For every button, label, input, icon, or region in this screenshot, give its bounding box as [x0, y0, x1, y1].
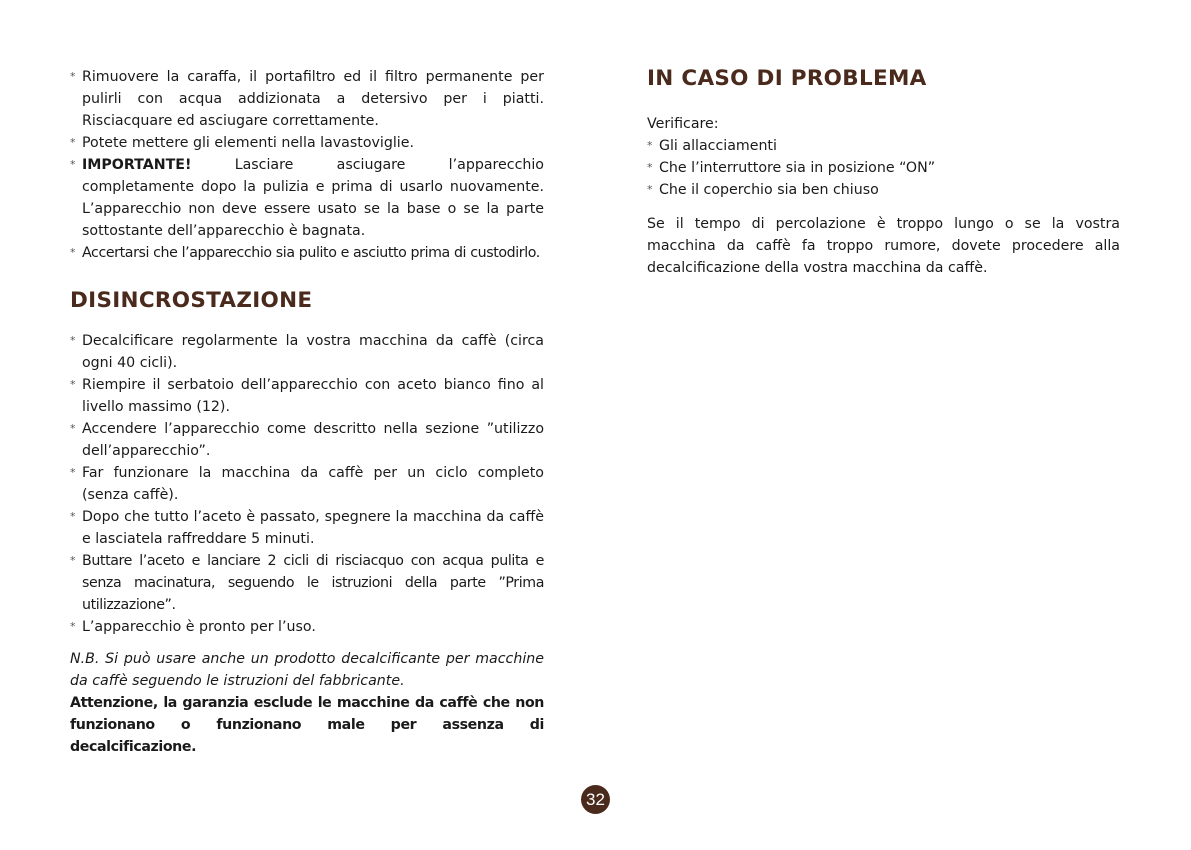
- list-item-text: Rimuovere la caraffa, il portafiltro ed il filtro permanente per pulirli con acqua addizionata a detersivo per i piatti. Risciacquare ed asciugare correttamente.: [82, 69, 544, 129]
- list-item-text: Accertarsi che l’apparecchio sia pulito e asciutto prima di custodirlo.: [82, 245, 540, 261]
- list-item: [70, 132, 544, 154]
- list-item-text: Accendere l’apparecchio come descritto nella sezione ”utilizzo dell’apparecchio”.: [82, 421, 544, 459]
- list-item: [70, 66, 544, 132]
- list-item: [647, 179, 1120, 201]
- cleaning-list: [70, 66, 544, 264]
- troubleshooting-paragraph: Se il tempo di percolazione è troppo lungo o se la vostra macchina da caffè fa troppo rumore, dovete procedere alla decalcificazione della vostra macchina da caffè.: [647, 216, 1120, 276]
- descaling-note: N.B. Si può usare anche un prodotto decalcificante per macchine da caffè seguendo le istruzioni del fabbricante.: [70, 651, 544, 689]
- list-item-text: Potete mettere gli elementi nella lavastoviglie.: [82, 135, 414, 151]
- list-item-text: Lasciare asciugare l’apparecchio completamente dopo la pulizia e prima di usarlo nuovamente. L’apparecchio non deve essere usato se la base o se la parte sottostante dell’apparecchio è bagnata.: [82, 157, 544, 239]
- check-label: Verificare:: [647, 116, 719, 132]
- list-item: [70, 242, 544, 264]
- list-item: [70, 418, 544, 462]
- list-item-text: Gli allacciamenti: [659, 138, 777, 154]
- asterisk-bullet-icon: *: [70, 554, 76, 567]
- asterisk-bullet-icon: *: [70, 246, 76, 259]
- right-column: [647, 66, 1120, 279]
- list-item-text: Far funzionare la macchina da caffè per un ciclo completo (senza caffè).: [82, 465, 544, 503]
- list-item-text: Buttare l’aceto e lanciare 2 cicli di risciacquo con acqua pulita e senza macinatura, seguendo le istruzioni della parte ”Prima utilizzazione”.: [82, 553, 544, 613]
- list-item: [70, 374, 544, 418]
- asterisk-bullet-icon: *: [647, 139, 653, 152]
- asterisk-bullet-icon: *: [647, 161, 653, 174]
- list-item: [70, 154, 544, 242]
- list-item: [647, 135, 1120, 157]
- asterisk-bullet-icon: *: [70, 158, 76, 171]
- list-item-text: Che il coperchio sia ben chiuso: [659, 182, 879, 198]
- asterisk-bullet-icon: *: [70, 422, 76, 435]
- list-item-text: Decalcificare regolarmente la vostra macchina da caffè (circa ogni 40 cicli).: [82, 333, 544, 371]
- asterisk-bullet-icon: *: [70, 136, 76, 149]
- asterisk-bullet-icon: *: [70, 334, 76, 347]
- asterisk-bullet-icon: *: [70, 466, 76, 479]
- page-number-badge: 32: [581, 785, 610, 814]
- important-label: IMPORTANTE!: [82, 157, 192, 173]
- asterisk-bullet-icon: *: [70, 510, 76, 523]
- descaling-heading: DISINCROSTAZIONE: [70, 288, 313, 313]
- troubleshooting-heading: IN CASO DI PROBLEMA: [647, 66, 927, 91]
- list-item-text: L’apparecchio è pronto per l’uso.: [82, 619, 316, 635]
- check-list: [647, 135, 1120, 201]
- list-item-text: Riempire il serbatoio dell’apparecchio con aceto bianco fino al livello massimo (12).: [82, 377, 544, 415]
- list-item-text: Dopo che tutto l’aceto è passato, spegnere la macchina da caffè e lasciatela raffreddare 5 minuti.: [82, 509, 544, 547]
- list-item: [70, 506, 544, 550]
- warranty-warning: Attenzione, la garanzia esclude le macchine da caffè che non funzionano o funzionano male per assenza di decalcificazione.: [70, 695, 544, 755]
- left-column: [70, 66, 544, 758]
- asterisk-bullet-icon: *: [70, 620, 76, 633]
- asterisk-bullet-icon: *: [70, 70, 76, 83]
- list-item-text: Che l’interruttore sia in posizione “ON”: [659, 160, 936, 176]
- descaling-list: [70, 330, 544, 638]
- list-item: [70, 550, 544, 616]
- list-item: [647, 157, 1120, 179]
- asterisk-bullet-icon: *: [647, 183, 653, 196]
- asterisk-bullet-icon: *: [70, 378, 76, 391]
- list-item: [70, 462, 544, 506]
- list-item: [70, 616, 544, 638]
- list-item: [70, 330, 544, 374]
